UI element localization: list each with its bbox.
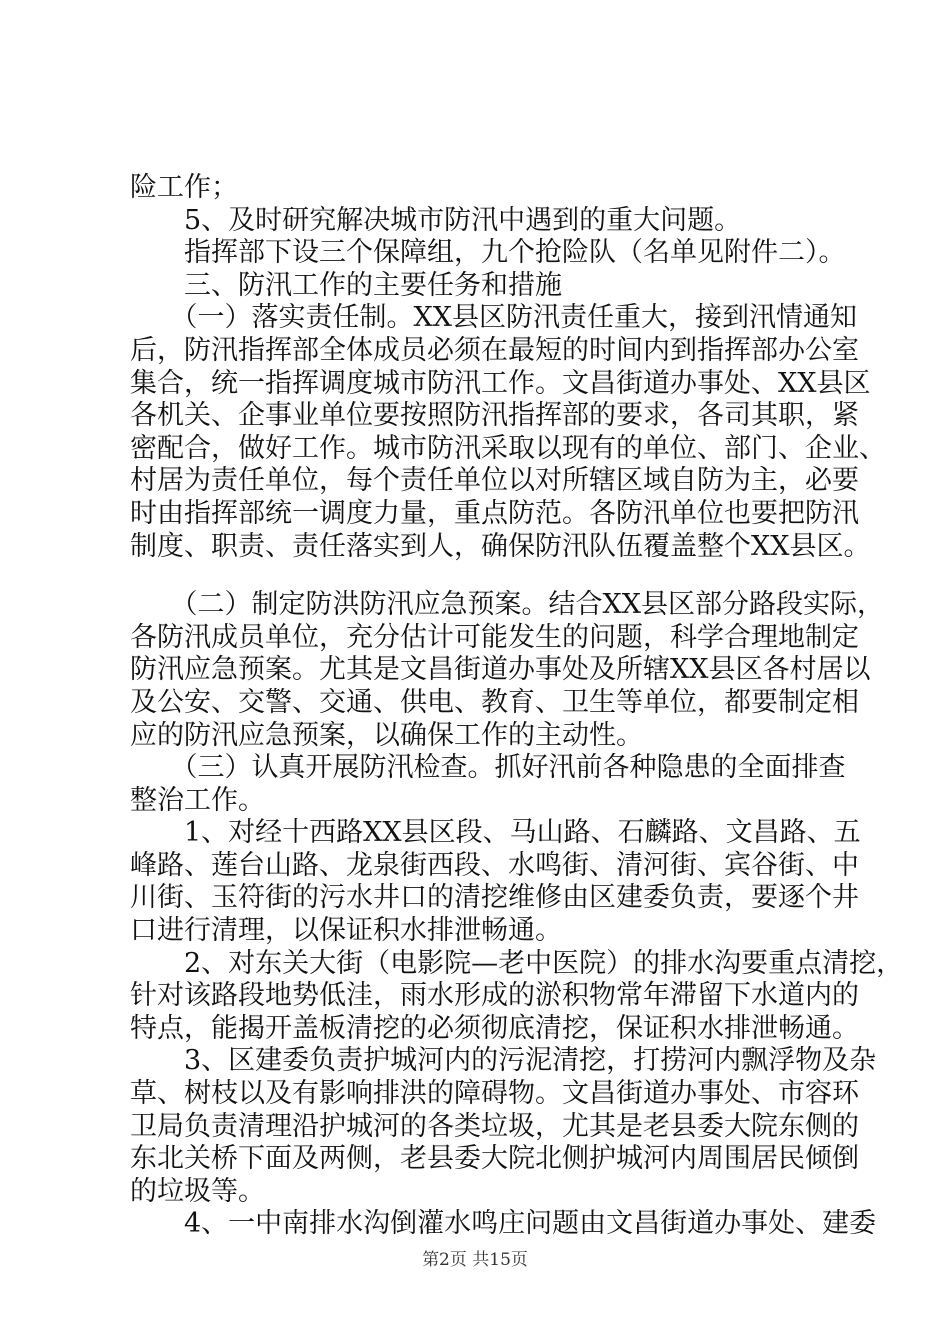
text-line: 5、及时研究解决城市防汛中遇到的重大问题。 xyxy=(130,204,742,236)
text-line: 东北关桥下面及两侧，老县委大院北侧护城河内周围居民倾倒 xyxy=(130,1143,859,1175)
text-line: 险工作； xyxy=(130,172,238,203)
text-line: （三）认真开展防汛检查。抓好汛前各种隐患的全面排查 xyxy=(130,752,846,784)
text-line: 草、树枝以及有影响排洪的障碍物。文昌街道办事处、市容环 xyxy=(130,1078,859,1110)
text-line: 制度、职责、责任落实到人，确保防汛队伍覆盖整个XX县区。 xyxy=(130,530,871,562)
text-line: 3、区建委负责护城河内的污泥清挖，打捞河内飘浮物及杂 xyxy=(130,1045,877,1077)
text-line: 指挥部下设三个保障组，九个抢险队（名单见附件二）。 xyxy=(130,237,846,269)
page-number-footer: 第2页 共15页 xyxy=(422,1250,528,1270)
text-line: 时由指挥部统一调度力量，重点防范。各防汛单位也要把防汛 xyxy=(130,497,859,529)
text-line: 各机关、企事业单位要按照防汛指挥部的要求，各司其职，紧 xyxy=(130,400,859,432)
text-line: 卫局负责清理沿护城河的各类垃圾，尤其是老县委大院东侧的 xyxy=(130,1110,859,1142)
text-line: 口进行清理，以保证积水排泄畅通。 xyxy=(130,915,562,947)
text-line: 密配合，做好工作。城市防汛采取以现有的单位、部门、企业、 xyxy=(130,432,886,464)
text-line: （二）制定防洪防汛应急预案。结合XX县区部分路段实际， xyxy=(130,589,884,621)
text-line: 1、对经十西路XX县区段、马山路、石麟路、文昌路、五 xyxy=(130,817,861,849)
text-line: 峰路、莲台山路、龙泉街西段、水鸣街、清河街、宾谷街、中 xyxy=(130,849,859,881)
text-line: （一）落实责任制。XX县区防汛责任重大，接到汛情通知 xyxy=(130,302,857,334)
text-line: 2、对东关大街（电影院—老中医院）的排水沟要重点清挖， xyxy=(130,947,904,979)
text-line: 防汛应急预案。尤其是文昌街道办事处及所辖XX县区各村居以 xyxy=(130,654,871,686)
text-line: 针对该路段地势低洼，雨水形成的淤积物常年滞留下水道内的 xyxy=(130,980,859,1012)
section-heading: 三、防汛工作的主要任务和措施 xyxy=(130,269,562,301)
text-line: 的垃圾等。 xyxy=(130,1175,265,1207)
text-line: 整治工作。 xyxy=(130,784,265,816)
text-line: 及公安、交警、交通、供电、教育、卫生等单位，都要制定相 xyxy=(130,686,859,718)
text-line: 川街、玉符街的污水井口的清挖维修由区建委负责，要逐个井 xyxy=(130,882,859,914)
text-line: 特点，能揭开盖板清挖的必须彻底清挖，保证积水排泄畅通。 xyxy=(130,1012,859,1044)
text-line: 后，防汛指挥部全体成员必须在最短的时间内到指挥部办公室 xyxy=(130,334,859,366)
text-line: 集合，统一指挥调度城市防汛工作。文昌街道办事处、XX县区 xyxy=(130,367,871,399)
document-body xyxy=(130,172,904,1241)
text-line: 4、一中南排水沟倒灌水鸣庄问题由文昌街道办事处、建委 xyxy=(130,1208,877,1240)
text-line: 村居为责任单位，每个责任单位以对所辖区域自防为主，必要 xyxy=(130,465,859,497)
text-line: 应的防汛应急预案，以确保工作的主动性。 xyxy=(130,719,643,751)
text-line: 各防汛成员单位，充分估计可能发生的问题，科学合理地制定 xyxy=(130,621,859,653)
paragraph-gap xyxy=(130,563,830,589)
